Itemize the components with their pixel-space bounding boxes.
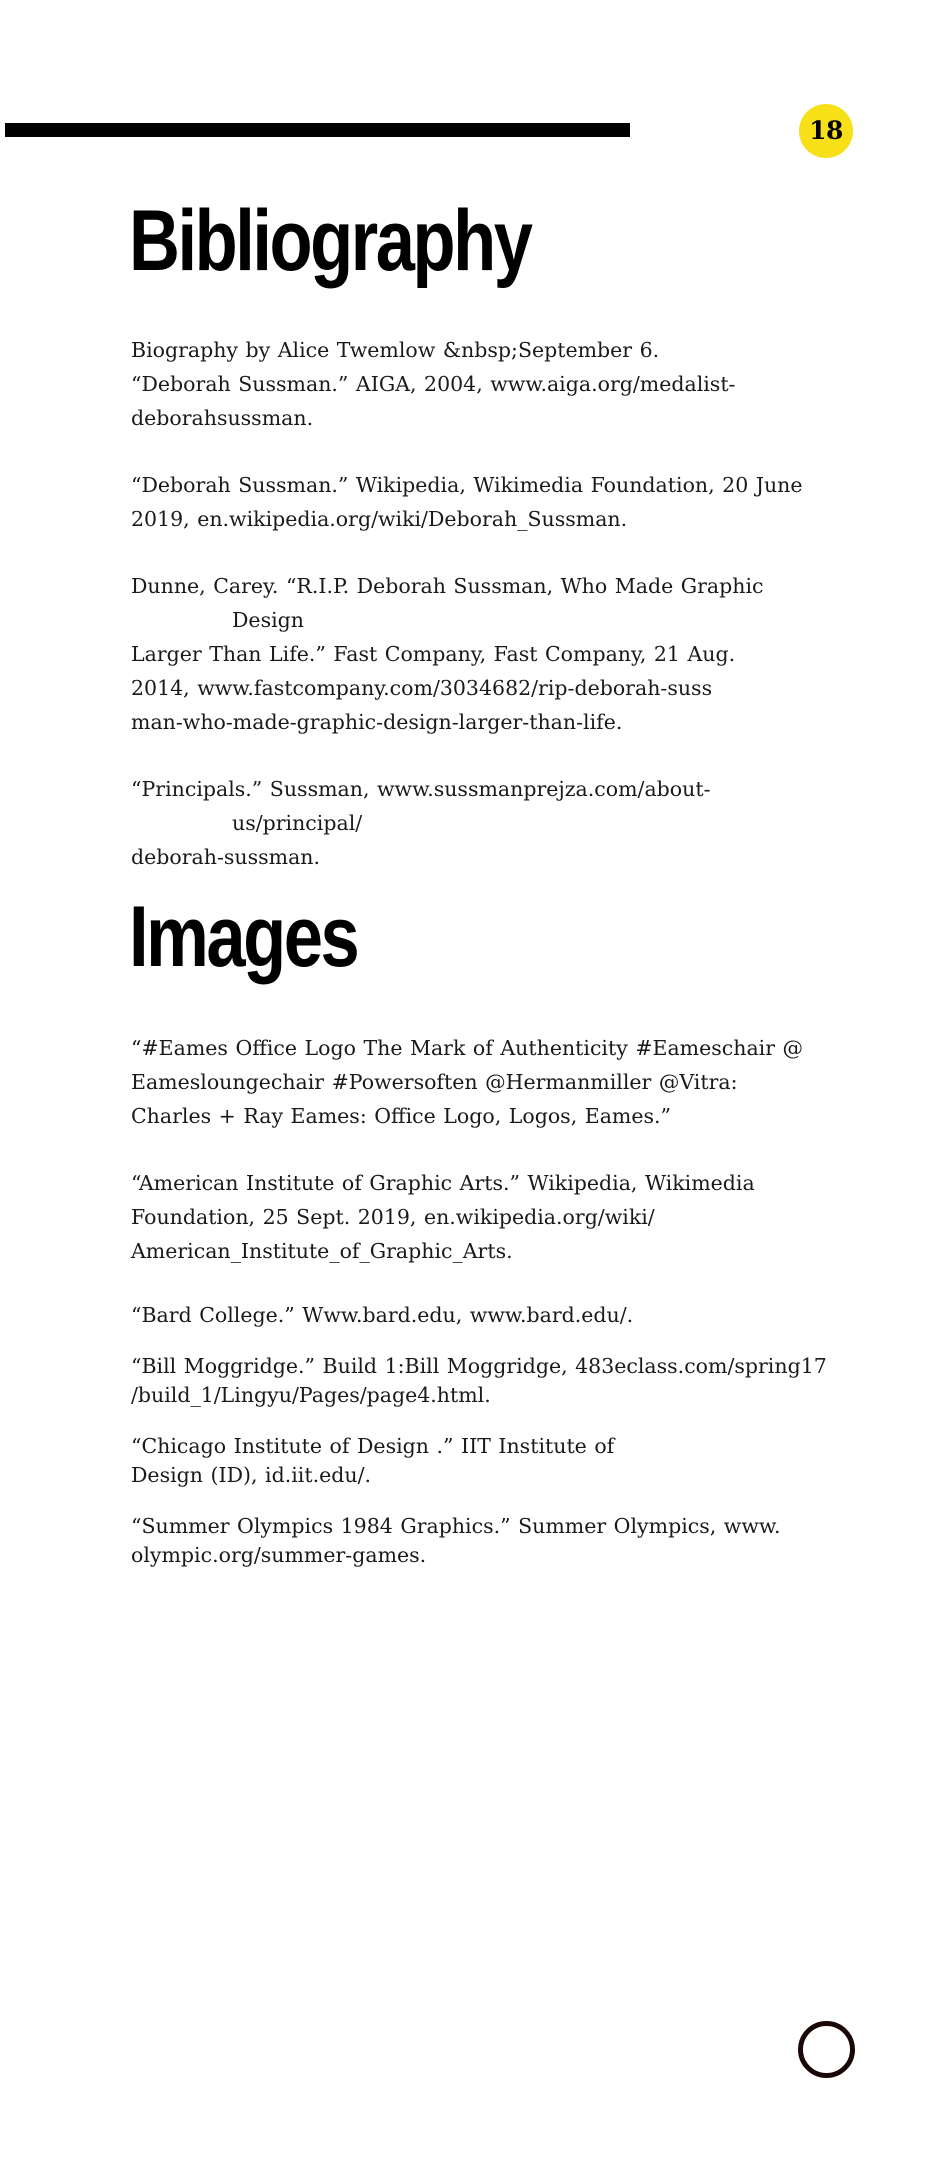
bibliography-list xyxy=(131,333,831,907)
bibliography-entry xyxy=(131,569,831,739)
entry-line: deborah-sussman. xyxy=(131,845,321,869)
entry-line: “Deborah Sussman.” Wikipedia, Wikimedia Foundation, 20 June xyxy=(131,473,803,497)
images-list xyxy=(131,1031,831,1592)
bibliography-entry xyxy=(131,468,831,536)
entry-line: “American Institute of Graphic Arts.” Wikipedia, Wikimedia xyxy=(131,1171,755,1195)
entry-line: deborahsussman. xyxy=(131,406,314,430)
bibliography-heading: Bibliography xyxy=(129,193,531,289)
entry-line: American_Institute_of_Graphic_Arts. xyxy=(131,1239,513,1263)
entry-line: “Bard College.” Www.bard.edu, www.bard.edu/. xyxy=(131,1303,634,1327)
bibliography-entry xyxy=(131,772,831,874)
image-source-entry xyxy=(131,1031,831,1133)
image-source-entry xyxy=(131,1432,831,1490)
top-rule xyxy=(5,123,630,137)
image-source-entry xyxy=(131,1301,831,1330)
entry-line: man-who-made-graphic-design-larger-than-life. xyxy=(131,710,623,734)
image-source-entry xyxy=(131,1512,831,1570)
entry-line: 2014, www.fastcompany.com/3034682/rip-deborah-suss xyxy=(131,676,713,700)
images-heading: Images xyxy=(129,889,358,985)
entry-line: “Deborah Sussman.” AIGA, 2004, www.aiga.org/medalist- xyxy=(131,372,736,396)
image-source-entry xyxy=(131,1166,831,1268)
entry-line: “Bill Moggridge.” Build 1:Bill Moggridge, 483eclass.com/spring17 xyxy=(131,1354,827,1378)
entry-line: “#Eames Office Logo The Mark of Authenticity #Eameschair @ xyxy=(131,1036,804,1060)
entry-line: Charles + Ray Eames: Office Logo, Logos, Eames.” xyxy=(131,1104,672,1128)
entry-line: “Summer Olympics 1984 Graphics.” Summer Olympics, www. xyxy=(131,1514,781,1538)
entry-line: /build_1/Lingyu/Pages/page4.html. xyxy=(131,1383,491,1407)
bibliography-entry xyxy=(131,333,831,435)
entry-line: “Chicago Institute of Design .” IIT Institute of xyxy=(131,1434,615,1458)
image-source-entry xyxy=(131,1352,831,1410)
end-mark-circle xyxy=(798,2021,855,2078)
entry-line: “Principals.” Sussman, www.sussmanprejza.com/about-us/principal/ xyxy=(131,777,711,835)
entry-line: Foundation, 25 Sept. 2019, en.wikipedia.org/wiki/ xyxy=(131,1205,655,1229)
entry-line: Larger Than Life.” Fast Company, Fast Company, 21 Aug. xyxy=(131,642,736,666)
entry-line: 2019, en.wikipedia.org/wiki/Deborah_Sussman. xyxy=(131,507,628,531)
page-number-badge: 18 xyxy=(799,104,853,158)
entry-line: Design (ID), id.iit.edu/. xyxy=(131,1463,371,1487)
entry-line: Dunne, Carey. “R.I.P. Deborah Sussman, Who Made Graphic Design xyxy=(131,574,764,632)
entry-line: Eamesloungechair #Powersoften @Hermanmiller @Vitra: xyxy=(131,1070,738,1094)
entry-line: Biography by Alice Twemlow &nbsp;September 6. xyxy=(131,338,660,362)
entry-line: olympic.org/summer-games. xyxy=(131,1543,427,1567)
